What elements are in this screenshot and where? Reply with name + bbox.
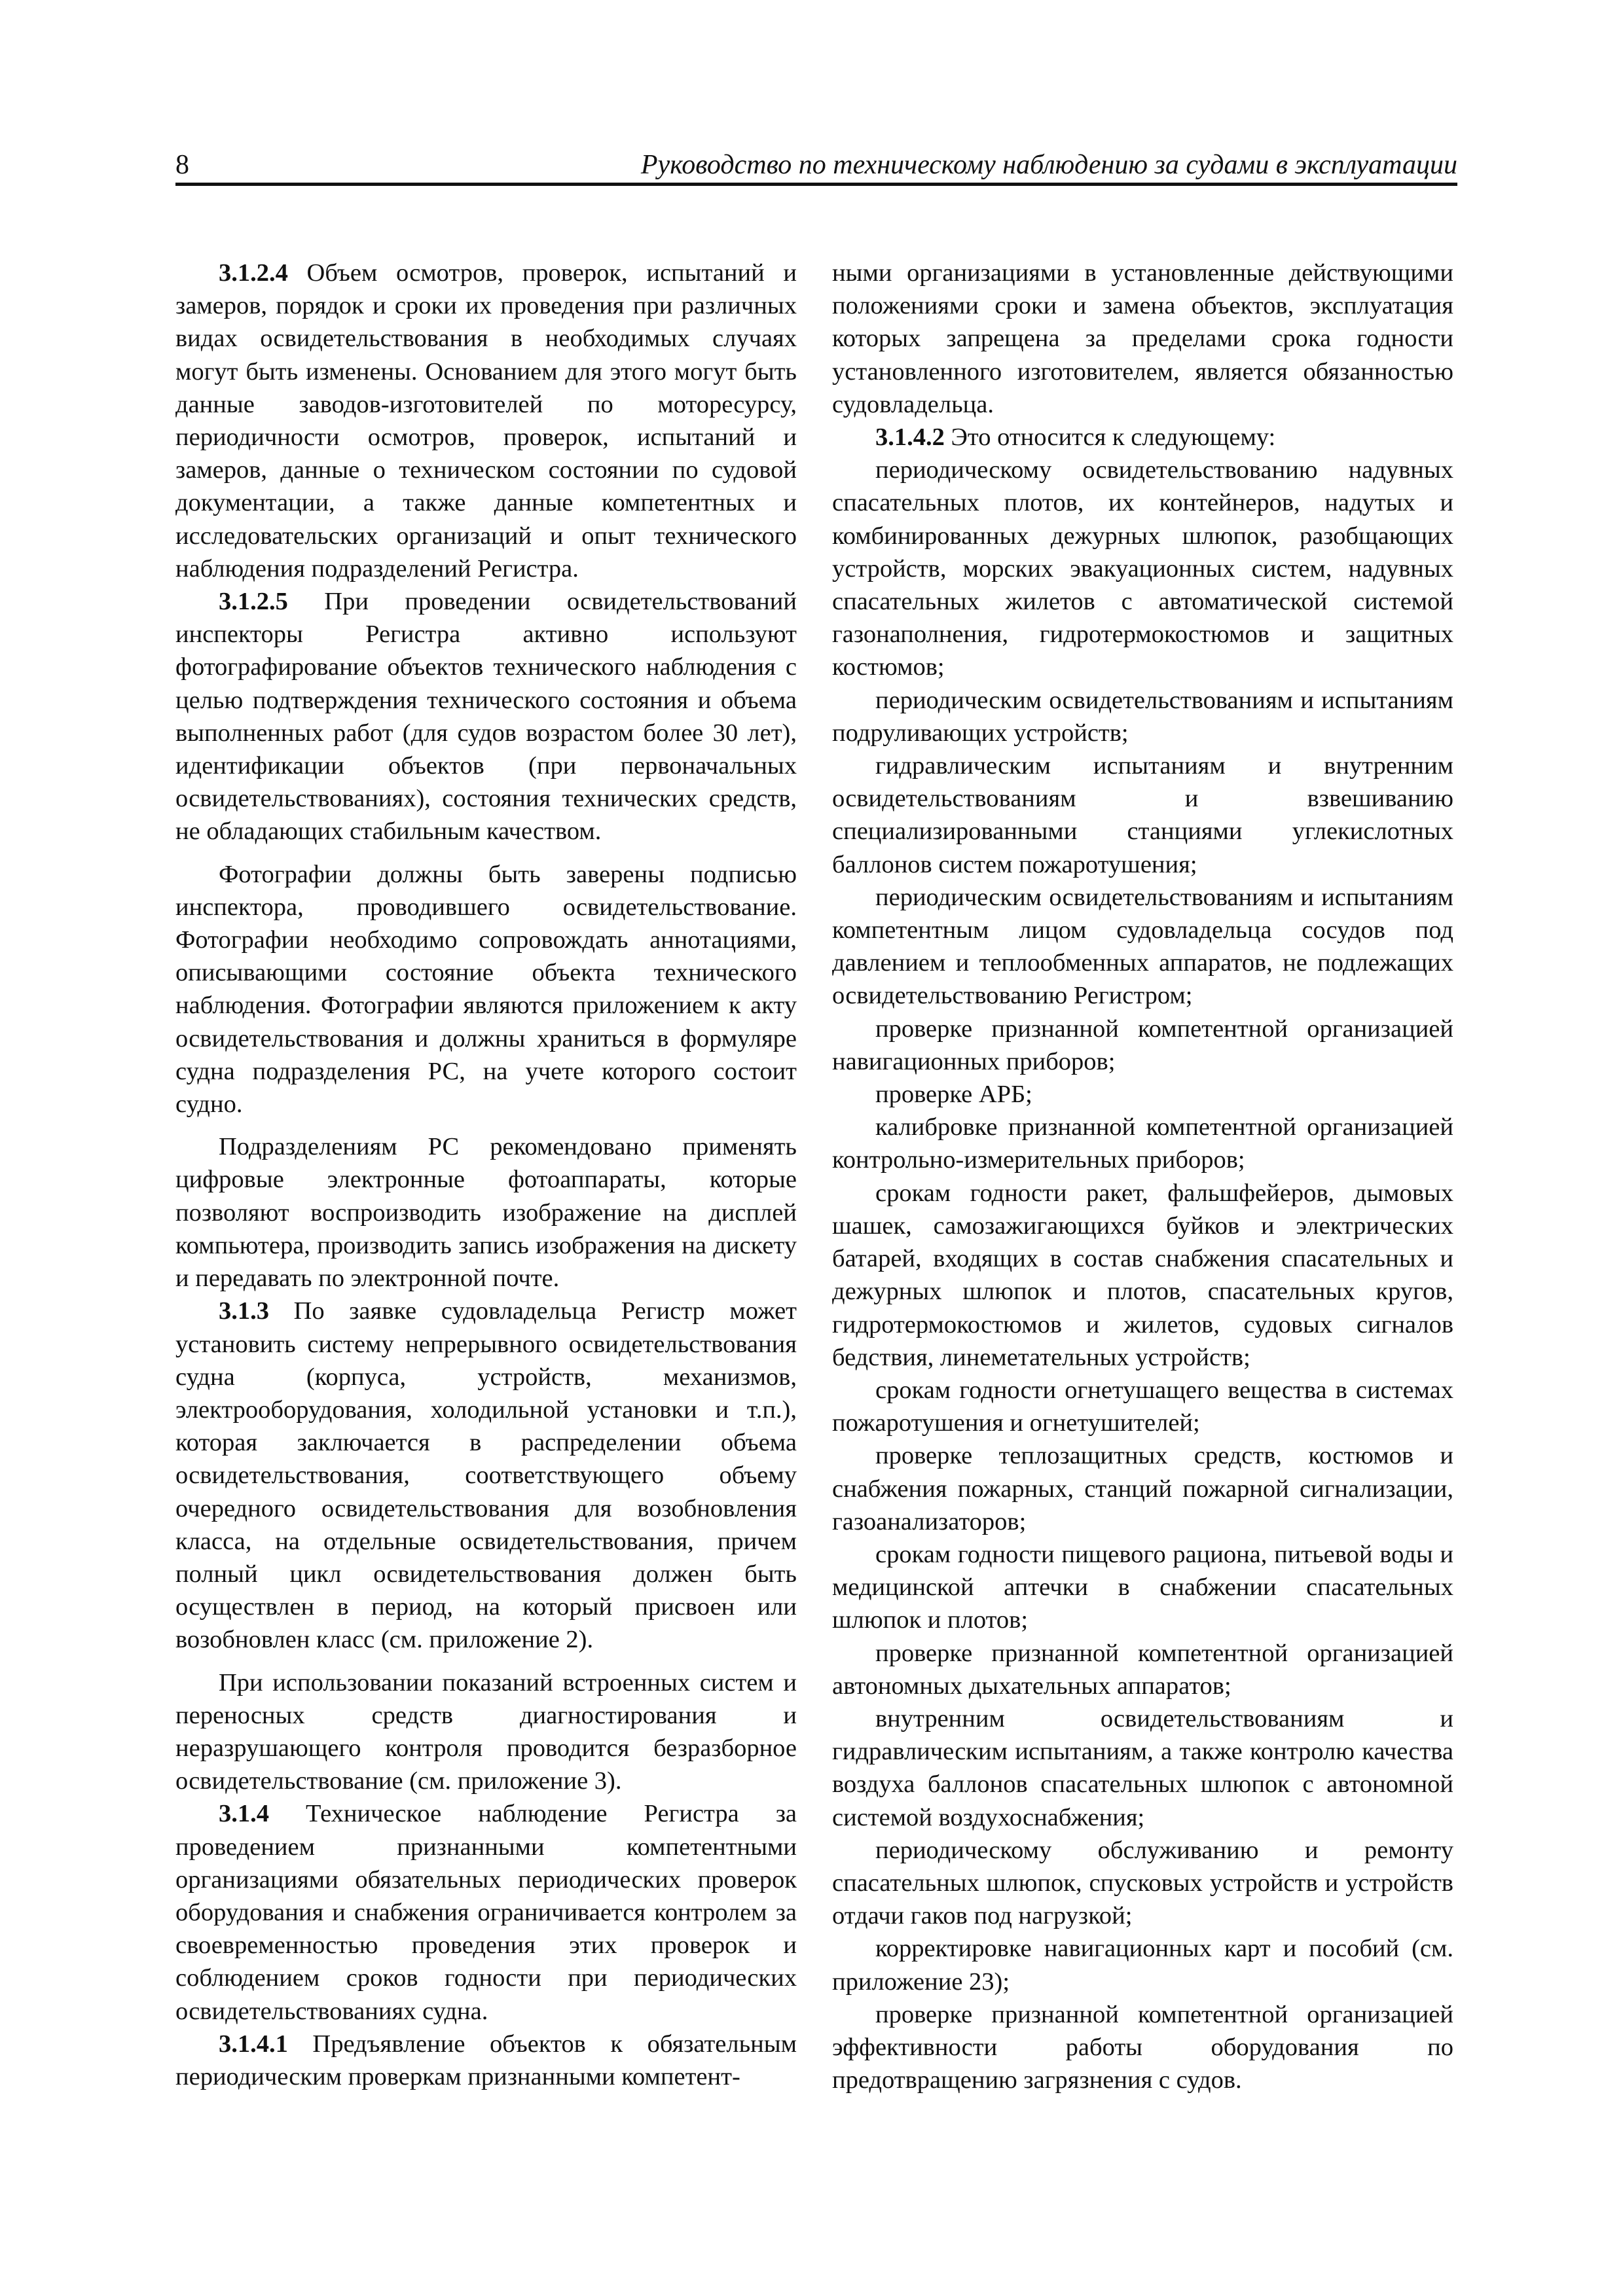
list-item-text: проверке признанной компетентной организацией эффективности работы оборудования по предотвращению загрязнения с судов. [832,2000,1453,2094]
list-item [832,1998,1453,2097]
paragraph-text: Техническое наблюдение Регистра за проведением признанными компетентными организациями обязательных периодических проверок оборудования и снабжения ограничивается контролем за своевременностью проведения этих проверок и соблюдением сроков годности при периодических освидетельствованиях судна. [175,1800,797,2025]
paragraph-3-1-2-5 [175,585,797,848]
list-item [832,1013,1453,1078]
list-item-text: проверке АРБ; [875,1081,1032,1109]
list-item-text: периодическому освидетельствованию надувных спасательных плотов, их контейнеров, надутых и комбинированных дежурных шлюпок, разобщающих устройств, морских эвакуационных систем, надувных спасательных жилетов с автоматической системой газонаполнения, гидротермокостюмов и защитных костюмов; [832,456,1453,681]
list-item-text: калибровке признанной компетентной организацией контрольно-измерительных приборов; [832,1113,1453,1174]
section-number: 3.1.4.2 [875,423,945,452]
list-item [832,1538,1453,1637]
list-item-text: срокам годности огнетушащего вещества в системах пожаротушения и огнетушителей; [832,1376,1453,1437]
list-item-text: гидравлическим испытаниям и внутренним освидетельствованиям и взвешиванию специализированными станциями углекислотных баллонов систем пожаротушения; [832,752,1453,878]
page-number: 8 [175,150,189,180]
page-header [175,141,1457,186]
paragraph-text: По заявке судовладельца Регистр может установить систему непрерывного освидетельствования судна (корпуса, устройств, механизмов, электрооборудования, холодильной установки и т.п.), которая заключается в распределении объема освидетельствования, соответствующего объему очередного освидетельствования для возобновления класса, на отдельные освидетельствования, причем полный цикл освидетельствования должен быть осуществлен в период, на который присвоен или возобновлен класс (см. приложение 2). [175,1297,797,1654]
running-title: Руководство по техническому наблюдению за судами в эксплуатации [640,150,1457,180]
list-item [832,749,1453,881]
list-item [832,881,1453,1013]
list-item-text: периодическим освидетельствованиям и испытаниям компетентным лицом судовладельца сосудов под давлением и теплообменных аппаратов, не подлежащих освидетельствованию Регистром; [832,883,1453,1010]
paragraph-3-1-3 [175,1295,797,1656]
paragraph-photos [175,858,797,1121]
paragraph-3-1-4-2 [832,421,1453,454]
paragraph-3-1-4 [175,1797,797,2027]
list-item-text: внутренним освидетельствованиям и гидравлическим испытаниям, а также контролю качества воздуха баллонов спасательных шлюпок с автономной системой воздухоснабжения; [832,1704,1453,1831]
section-number: 3.1.4.1 [219,2030,288,2058]
list-item [832,684,1453,749]
paragraph-text: Это относится к следующему: [944,423,1276,452]
paragraph-cameras [175,1130,797,1295]
paragraph-3-1-4-1 [175,2028,797,2093]
paragraph-diagnostics [175,1666,797,1798]
section-number: 3.1.2.4 [219,259,288,287]
list-item [832,1702,1453,1834]
list-item [832,454,1453,683]
paragraph-3-1-2-4 [175,257,797,585]
list-item-text: периодическому обслуживанию и ремонту спасательных шлюпок, спусковых устройств и устройств отдачи гаков под нагрузкой; [832,1836,1453,1930]
list-item [832,1439,1453,1538]
section-number: 3.1.2.5 [219,588,288,616]
right-column [832,257,1453,2096]
paragraph-text: Объем осмотров, проверок, испытаний и замеров, порядок и сроки их проведения при различных видах освидетельствования в необходимых случаях могут быть изменены. Основанием для этого могут быть данные заводов-изготовителей по моторесурсу, периодичности осмотров, проверок, испытаний и замеров, данные о техническом состоянии по судовой документации, а также данные компетентных и исследовательских организаций и опыт технического наблюдения подразделений Регистра. [175,259,797,583]
list-item-text: срокам годности ракет, фальшфейеров, дымовых шашек, самозажигающихся буйков и электрических батарей, входящих в состав снабжения спасательных и дежурных шлюпок и плотов, спасательных кругов, гидротермокостюмов и жилетов, судовых сигналов бедствия, линеметательных устройств; [832,1179,1453,1371]
list-item-text: проверке признанной компетентной организацией навигационных приборов; [832,1014,1453,1075]
paragraph-text: ными организациями в установленные действующими положениями сроки и замена объектов, эксплуатация которых запрещена за пределами срока годности установленного изготовителем, является обязанностью судовладельца. [832,259,1453,418]
list-item [832,1932,1453,1998]
paragraph-text: Подразделениям РС рекомендовано применять цифровые электронные фотоаппараты, которые позволяют воспроизводить изображение на дисплей компьютера, производить запись изображения на дискету и передавать по электронной почте. [175,1133,797,1293]
list-item [832,1177,1453,1374]
list-item-text: корректировке навигационных карт и пособий (см. приложение 23); [832,1935,1453,1996]
section-number: 3.1.4 [219,1800,269,1828]
list-item [832,1834,1453,1933]
paragraph-text: При использовании показаний встроенных систем и переносных средств диагностирования и неразрушающего контроля проводится безразборное освидетельствование (см. приложение 3). [175,1668,797,1795]
paragraph-text: При проведении освидетельствований инспекторы Регистра активно используют фотографирование объектов технического наблюдения с целью подтверждения технического состояния и объема выполненных работ (для судов возрастом более 30 лет), идентификации объектов (при первоначальных освидетельствованиях), состояния технических средств, не обладающих стабильным качеством. [175,588,797,846]
list-item-text: периодическим освидетельствованиям и испытаниям подруливающих устройств; [832,686,1453,747]
paragraph-text: Фотографии должны быть заверены подписью инспектора, проводившего освидетельствование. Фотографии необходимо сопровождать аннотациями, описывающими состояние объекта технического наблюдения. Фотографии являются приложением к акту освидетельствования и должны храниться в формуляре судна подразделения РС, на учете которого состоит судно. [175,860,797,1119]
list-item-text: срокам годности пищевого рациона, питьевой воды и медицинской аптечки в снабжении спасательных шлюпок и плотов; [832,1540,1453,1634]
list-item [832,1374,1453,1439]
list-item-text: проверке признанной компетентной организацией автономных дыхательных аппаратов; [832,1639,1453,1700]
left-column [175,257,797,2093]
paragraph-text: Предъявление объектов к обязательным периодическим проверкам признанными компетент- [175,2030,797,2090]
list-item-text: проверке теплозащитных средств, костюмов и снабжения пожарных, станций пожарной сигнализации, газоанализаторов; [832,1442,1453,1535]
section-number: 3.1.3 [219,1297,269,1325]
list-item [832,1078,1453,1111]
list-item [832,1637,1453,1702]
paragraph-continued [832,257,1453,421]
list-item [832,1111,1453,1176]
